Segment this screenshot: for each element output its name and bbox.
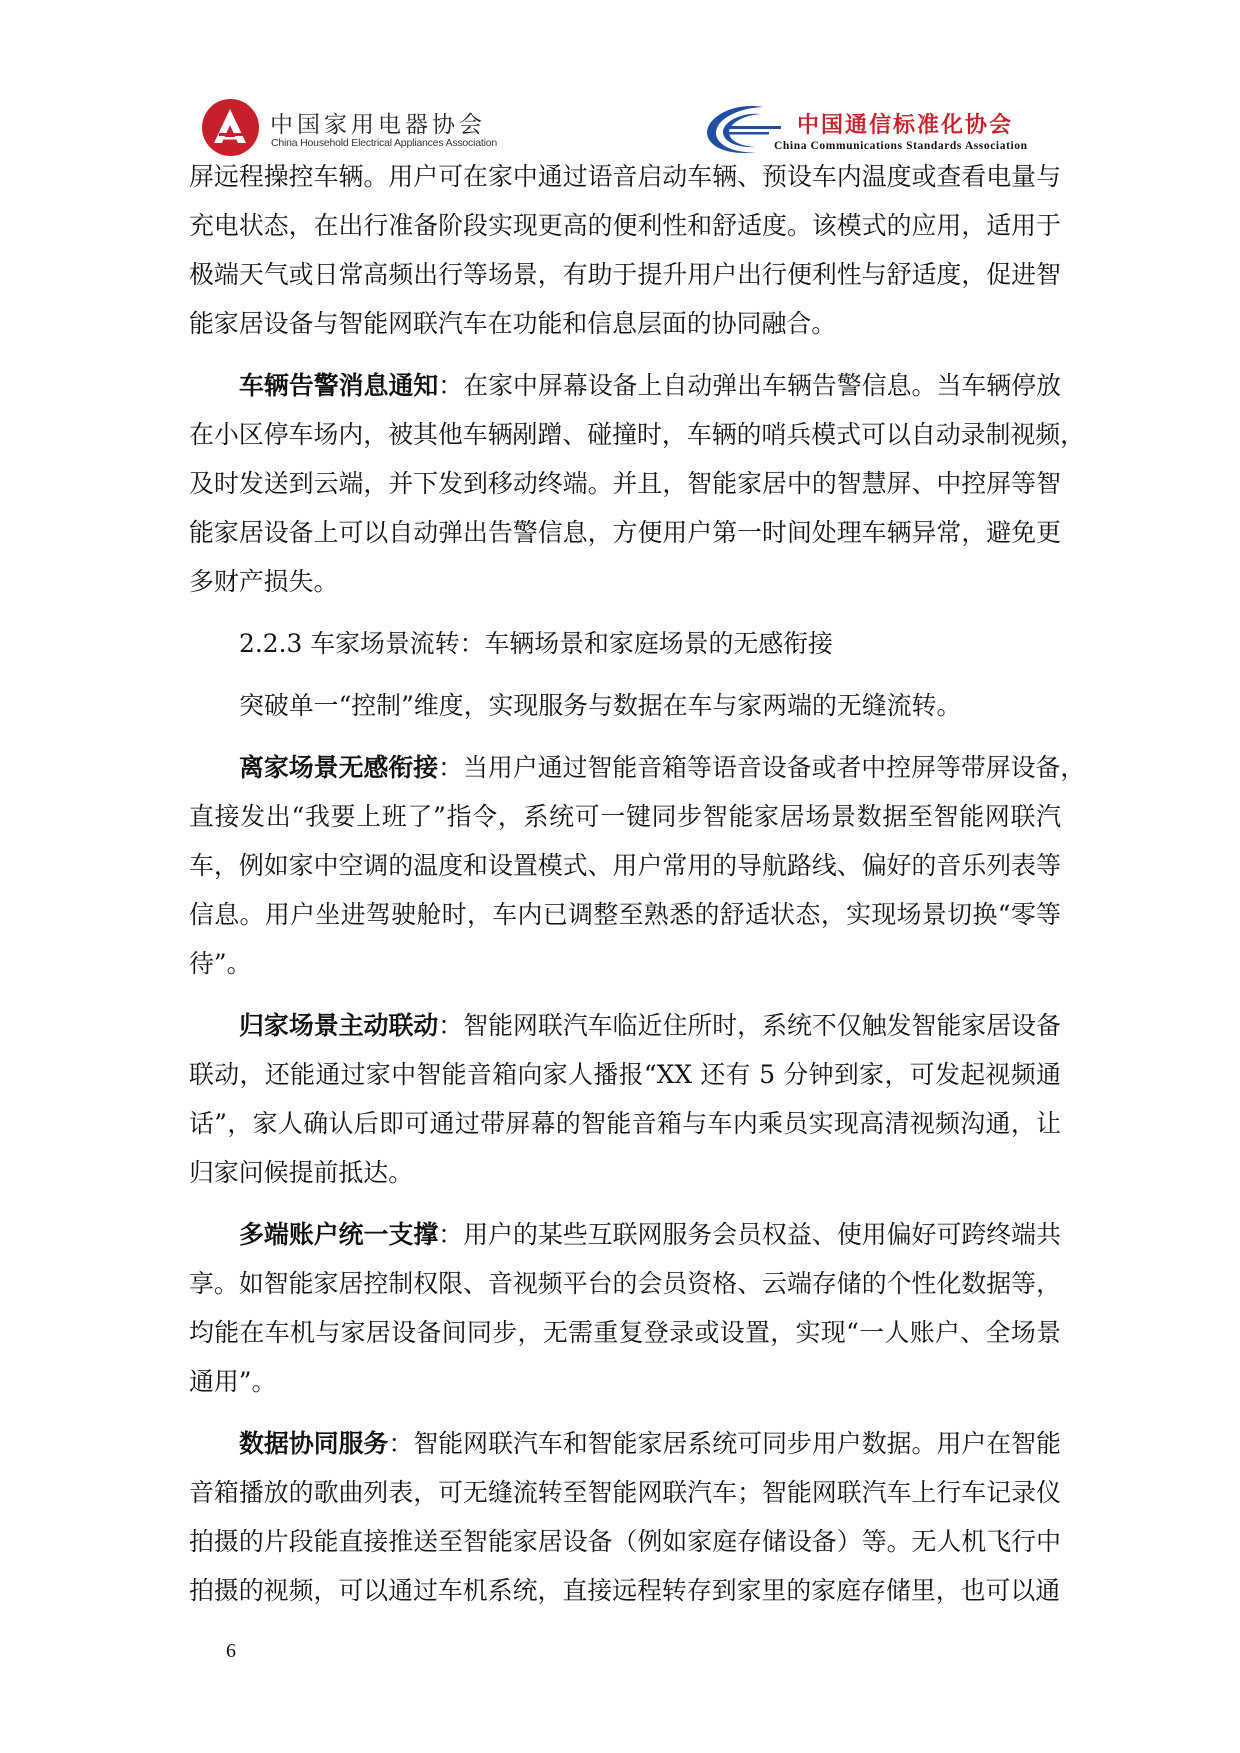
line-text: 归家问候提前抵达。 — [189, 1158, 414, 1187]
text-line — [189, 1357, 1061, 1406]
text-line — [189, 1099, 1061, 1148]
line-text: 信息。用户坐进驾驶舱时，车内已调整至熟悉的舒适状态，实现场景切换“零等 — [189, 900, 1061, 929]
line-text: 享。如智能家居控制权限、音视频平台的会员资格、云端存储的个性化数据等， — [189, 1269, 1061, 1298]
line-text: 拍摄的视频，可以通过车机系统，直接远程转存到家里的家庭存储里，也可以通 — [189, 1576, 1061, 1605]
ccsa-logo — [703, 102, 1063, 158]
paragraph-with-heading — [189, 743, 1086, 988]
text-line — [189, 939, 1061, 988]
line-text: 充电状态，在出行准备阶段实现更高的便利性和舒适度。该模式的应用，适用于 — [189, 211, 1061, 240]
paragraph-with-heading — [189, 1419, 1061, 1615]
bold-lead-term: 多端账户统一支撑 — [239, 1220, 439, 1249]
section-heading — [189, 619, 1061, 668]
page-number: 6 — [226, 1640, 236, 1662]
line-text: 拍摄的片段能直接推送至智能家居设备（例如家庭存储设备）等。无人机飞行中 — [189, 1527, 1061, 1556]
line-text: 能家居设备与智能网联汽车在功能和信息层面的协同融合。 — [189, 309, 837, 338]
line-text: 话”，家人确认后即可通过带屏幕的智能音箱与车内乘员实现高清视频沟通，让 — [189, 1109, 1061, 1138]
ccsa-name-en: China Communications Standards Association — [774, 140, 1028, 152]
line-text: 2.2.3 车家场景流转：车辆场景和家庭场景的无感衔接 — [239, 629, 833, 658]
line-text: 在小区停车场内，被其他车辆剐蹭、碰撞时，车辆的哨兵模式可以自动录制视频， — [189, 420, 1086, 449]
paragraph-with-heading — [189, 1210, 1061, 1406]
text-line — [189, 508, 1061, 557]
text-line — [189, 1566, 1061, 1615]
bold-lead-term: 数据协同服务 — [239, 1429, 389, 1458]
line-text: 突破单一“控制”维度，实现服务与数据在车与家两端的无缝流转。 — [239, 691, 962, 720]
line-text: ：智能网联汽车临近住所时，系统不仅触发智能家居设备 — [438, 1011, 1061, 1040]
line-text: 通用”。 — [189, 1367, 277, 1396]
document-body — [189, 152, 1086, 1628]
cheaa-name-cn: 中国家用电器协会 — [270, 112, 486, 138]
ccsa-name-cn: 中国通信标准化协会 — [797, 113, 1014, 138]
text-line — [189, 1148, 1061, 1197]
text-line — [189, 250, 1061, 299]
line-text: 待”。 — [189, 949, 252, 978]
cheaa-emblem-icon — [202, 99, 259, 156]
line-text: ：当用户通过智能音箱等语音设备或者中控屏等带屏设备， — [438, 753, 1086, 782]
text-line — [189, 1419, 1061, 1468]
text-line — [189, 743, 1086, 792]
line-text: 多财产损失。 — [189, 567, 339, 596]
text-line — [189, 1517, 1061, 1566]
text-line — [189, 299, 1061, 348]
line-text: 直接发出“我要上班了”指令，系统可一键同步智能家居场景数据至智能网联汽 — [189, 802, 1061, 831]
line-text: 联动，还能通过家中智能音箱向家人播报“XX 还有 5 分钟到家，可发起视频通 — [189, 1060, 1061, 1089]
cheaa-name-en: China Household Electrical Appliances Association — [271, 137, 498, 149]
text-line — [189, 681, 1061, 730]
ccsa-swoosh-icon — [703, 102, 783, 156]
line-text: ：智能网联汽车和智能家居系统可同步用户数据。用户在智能 — [388, 1429, 1061, 1458]
line-text: ：在家中屏幕设备上自动弹出车辆告警信息。当车辆停放 — [438, 371, 1061, 400]
text-line — [189, 410, 1086, 459]
text-line — [189, 1468, 1061, 1517]
paragraph — [189, 152, 1061, 348]
bold-lead-term: 归家场景主动联动 — [239, 1011, 439, 1040]
text-line — [189, 361, 1061, 410]
cheaa-logo — [202, 99, 502, 159]
paragraph-with-heading — [189, 361, 1086, 606]
line-text: 极端天气或日常高频出行等场景，有助于提升用户出行便利性与舒适度，促进智 — [189, 260, 1061, 289]
bold-lead-term: 车辆告警消息通知 — [239, 371, 439, 400]
line-text: 屏远程操控车辆。用户可在家中通过语音启动车辆、预设车内温度或查看电量与 — [189, 162, 1061, 191]
line-text: 能家居设备上可以自动弹出告警信息，方便用户第一时间处理车辆异常，避免更 — [189, 518, 1061, 547]
text-line — [189, 1001, 1061, 1050]
text-line — [189, 619, 1061, 668]
text-line — [189, 1259, 1061, 1308]
line-text: 及时发送到云端，并下发到移动终端。并且，智能家居中的智慧屏、中控屏等智 — [189, 469, 1061, 498]
paragraph-with-heading — [189, 1001, 1061, 1197]
paragraph — [189, 681, 1061, 730]
line-text: 均能在车机与家居设备间同步，无需重复登录或设置，实现“一人账户、全场景 — [189, 1318, 1061, 1347]
bold-lead-term: 离家场景无感衔接 — [239, 753, 439, 782]
line-text: 音箱播放的歌曲列表，可无缝流转至智能网联汽车；智能网联汽车上行车记录仪 — [189, 1478, 1061, 1507]
text-line — [189, 1308, 1061, 1357]
text-line — [189, 1210, 1061, 1259]
text-line — [189, 792, 1061, 841]
text-line — [189, 1050, 1061, 1099]
text-line — [189, 201, 1061, 250]
text-line — [189, 841, 1061, 890]
line-text: 车，例如家中空调的温度和设置模式、用户常用的导航路线、偏好的音乐列表等 — [189, 851, 1061, 880]
text-line — [189, 890, 1061, 939]
text-line — [189, 557, 1061, 606]
text-line — [189, 152, 1061, 201]
line-text: ：用户的某些互联网服务会员权益、使用偏好可跨终端共 — [438, 1220, 1061, 1249]
text-line — [189, 459, 1061, 508]
